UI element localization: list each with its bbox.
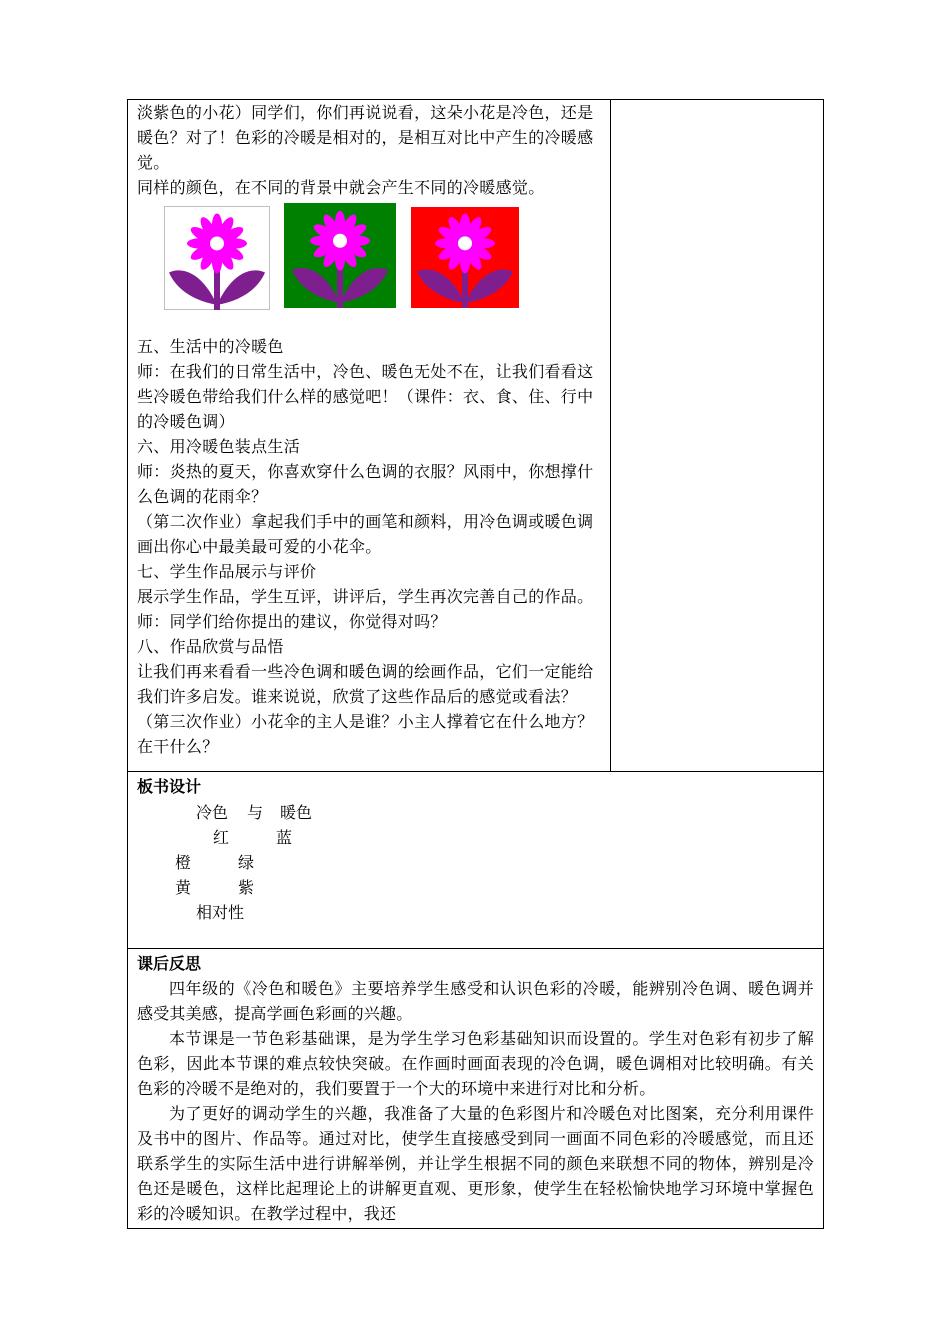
lesson-table: [127, 99, 824, 1229]
lesson-paragraph: 师：同学们给你提出的建议，你觉得对吗？: [137, 612, 447, 631]
board-relativity: 相对性: [196, 903, 245, 922]
board-green: 绿: [238, 853, 255, 872]
reflection-title: 课后反思: [137, 954, 202, 973]
flower-comparison-images: [128, 204, 610, 334]
notes-cell: [611, 100, 824, 772]
board-warm: 暖色: [280, 803, 313, 822]
section-heading-8: 八、作品欣赏与品悟: [137, 637, 284, 656]
board-design-cell: [128, 772, 824, 949]
flower-white-bg: [164, 206, 270, 310]
reflection-cell: [128, 949, 824, 1229]
flower-red-bg: [411, 207, 519, 308]
board-blue: 蓝: [276, 828, 293, 847]
board-title: 板书设计: [137, 777, 202, 796]
lesson-paragraph: （第二次作业）拿起我们手中的画笔和颜料，用冷色调或暖色调画出你心中最美最可爱的小花伞。: [137, 512, 594, 556]
reflection-paragraph: 本节课是一节色彩基础课，是为学生学习色彩基础知识而设置的。学生对色彩有初步了解色彩，因此本节课的难点较快突破。在作画时画面表现的冷色调，暖色调相对比较明确。有关色彩的冷暖不是绝对的，我们要置于一个大的环境中来进行对比和分析。: [137, 1029, 814, 1098]
lesson-paragraph: 同样的颜色，在不同的背景中就会产生不同的冷暖感觉。: [137, 178, 545, 197]
board-red: 红: [213, 828, 230, 847]
board-purple: 紫: [238, 878, 255, 897]
reflection-paragraph: 四年级的《冷色和暖色》主要培养学生感受和认识色彩的冷暖，能辨别冷色调、暖色调并感受其美感，提高学画色彩画的兴趣。: [137, 979, 814, 1023]
board-and: 与: [247, 803, 264, 822]
flower-center: [210, 236, 224, 250]
board-yellow: 黄: [175, 878, 192, 897]
flower-green-bg: [284, 203, 396, 308]
lesson-paragraph: 让我们再来看看一些冷色调和暖色调的绘画作品，它们一定能给我们许多启发。谁来说说，欣赏了这些作品后的感觉或看法？（第三次作业）小花伞的主人是谁？小主人撑着它在什么地方？在干什么？: [137, 662, 594, 756]
flower-center: [333, 234, 347, 248]
section-heading-5: 五、生活中的冷暖色: [137, 337, 284, 356]
section-heading-6: 六、用冷暖色装点生活: [137, 437, 301, 456]
flower-center: [458, 236, 472, 250]
reflection-row: [128, 949, 824, 1229]
lesson-paragraph: 展示学生作品，学生互评，讲评后，学生再次完善自己的作品。: [137, 587, 594, 606]
lesson-paragraph: 淡紫色的小花）同学们，你们再说说看，这朵小花是冷色，还是暖色？对了！色彩的冷暖是相对的，是相互对比中产生的冷暖感觉。: [137, 103, 594, 172]
board-row: [128, 772, 824, 949]
reflection-paragraph: 为了更好的调动学生的兴趣，我准备了大量的色彩图片和冷暖色对比图案，充分利用课件及书中的图片、作品等。通过对比，使学生直接感受到同一画面不同色彩的冷暖感觉，而且还联系学生的实际生活中进行讲解举例，并让学生根据不同的颜色来联想不同的物体，辨别是冷色还是暖色，这样比起理论上的讲解更直观、更形象，使学生在轻松愉快地学习环境中掌握色彩的冷暖知识。在教学过程中，我还: [137, 1104, 814, 1223]
board-cold: 冷色: [196, 803, 229, 822]
lesson-paragraph: 师：炎热的夏天，你喜欢穿什么色调的衣服？风雨中，你想撑什么色调的花雨伞？: [137, 462, 594, 506]
lesson-content-cell: [128, 100, 611, 772]
lesson-paragraph: 师：在我们的日常生活中，冷色、暖色无处不在，让我们看看这些冷暖色带给我们什么样的感觉吧！（课件：衣、食、住、行中的冷暖色调）: [137, 362, 594, 431]
board-orange: 橙: [175, 853, 192, 872]
section-heading-7: 七、学生作品展示与评价: [137, 562, 317, 581]
lesson-row: [128, 100, 824, 772]
